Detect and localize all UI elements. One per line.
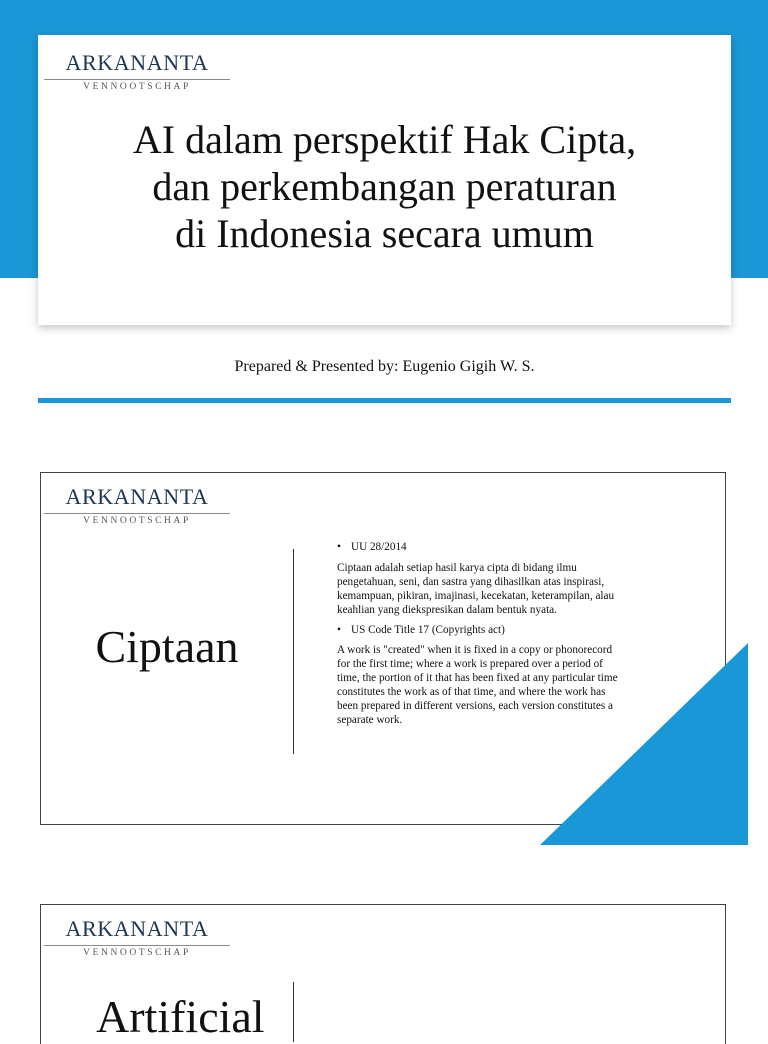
presenter-byline: Prepared & Presented by: Eugenio Gigih W. S. — [234, 358, 535, 375]
bullet-item — [337, 624, 627, 638]
logo-subtitle: VENNOOTSCHAP — [83, 948, 191, 958]
bullet-item — [337, 541, 627, 555]
definition-paragraph: Ciptaan adalah setiap hasil karya cipta di bidang ilmu pengetahuan, seni, dan sastra yang dihasilkan atas inspirasi, kemampuan, pikiran, imajinasi, kecekatan, keterampilan, alau keahlian yang diekspresikan dalam bentuk nyata. — [337, 561, 615, 616]
definitions-body — [337, 541, 627, 734]
logo-brand-name: ARKANANTA — [65, 484, 209, 509]
bullet-dot: • — [337, 541, 341, 553]
vertical-divider — [293, 549, 294, 754]
title-line: di Indonesia secara umum — [175, 211, 594, 256]
arkananta-logo — [44, 916, 230, 964]
presentation-title — [38, 116, 731, 257]
logo-brand-name: ARKANANTA — [65, 50, 209, 75]
logo-subtitle: VENNOOTSCHAP — [83, 82, 191, 92]
definition-paragraph: A work is "created" when it is fixed in a copy or phonorecord for the first time; where a work is prepared over a period of time, the portion of it that has been fixed at any particular time constitutes the work as of that time, and where the work has been prepared in different versions, each version constitutes a separate work. — [337, 644, 618, 726]
slide-heading: Artificial — [96, 991, 265, 1042]
logo-rule — [44, 945, 230, 946]
bullet-dot: • — [337, 623, 341, 636]
title-line: AI dalam perspektif Hak Cipta, — [132, 117, 637, 162]
arkananta-logo — [44, 50, 230, 98]
title-slide-accent-bar — [38, 398, 731, 403]
logo-brand-name: ARKANANTA — [65, 916, 209, 941]
slide-heading: Ciptaan — [95, 621, 239, 672]
logo-subtitle: VENNOOTSCHAP — [83, 516, 191, 526]
logo-rule — [44, 513, 230, 514]
arkananta-logo — [44, 484, 230, 532]
title-line: dan perkembangan peraturan — [152, 164, 617, 209]
bullet-label: US Code Title 17 (Copyrights act) — [351, 623, 505, 636]
logo-rule — [44, 79, 230, 80]
bullet-label: UU 28/2014 — [351, 541, 407, 553]
